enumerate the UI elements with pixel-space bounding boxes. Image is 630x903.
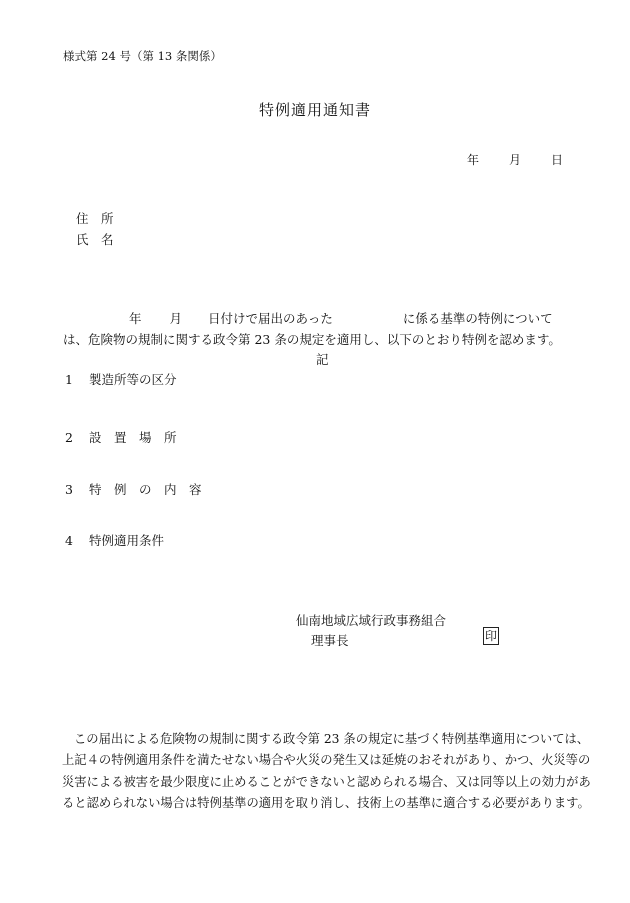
issuer-chairman: 理事長 <box>311 633 349 648</box>
date-day: 日 <box>551 153 564 167</box>
item-label: 特 例 の 内 容 <box>89 482 202 497</box>
name-label: 氏 名 <box>76 232 114 247</box>
issuer-organization: 仙南地域広域行政事務組合 <box>296 613 447 628</box>
ki-heading: 記 <box>316 352 329 367</box>
notice-body <box>63 308 593 350</box>
date-line <box>467 151 563 168</box>
body-month: 月 <box>169 311 183 326</box>
item-number: 4 <box>65 533 73 548</box>
body-day-submitted: 日付けで届出のあった <box>208 311 333 326</box>
item-2 <box>65 428 177 446</box>
body-relating: に係る基準の特例について <box>402 311 553 326</box>
item-number: 2 <box>65 430 73 445</box>
date-month: 月 <box>509 153 522 167</box>
item-1 <box>65 370 177 388</box>
date-year: 年 <box>467 153 480 167</box>
address-label: 住 所 <box>76 211 114 226</box>
item-number: 3 <box>65 482 73 497</box>
note-paragraph: この届出による危険物の規制に関する政令第 23 条の規定に基づく特例基準適用については、上記４の特例適用条件を満たせない場合や火災の発生又は延焼のおそれがあり、かつ、火災等の災害による被害を最少限度に止めることができないと認められる場合、又は同等以上の効力があると認められない場合は特例基準の適用を取り消し、技術上の基準に適合する必要があります。 <box>62 732 591 810</box>
item-3 <box>65 480 202 498</box>
item-number: 1 <box>65 372 73 387</box>
item-label: 製造所等の区分 <box>89 372 177 387</box>
document-title: 特例適用通知書 <box>258 101 371 119</box>
body-line2: は、危険物の規制に関する政令第 23 条の規定を適用し、以下のとおり特例を認めます。 <box>63 332 561 347</box>
form-number: 様式第 24 号（第 13 条関係） <box>63 49 222 63</box>
item-4 <box>65 531 164 549</box>
item-label: 設 置 場 所 <box>89 430 177 445</box>
item-label: 特例適用条件 <box>89 533 165 548</box>
seal-mark: 印 <box>485 629 498 643</box>
body-year: 年 <box>129 311 142 326</box>
